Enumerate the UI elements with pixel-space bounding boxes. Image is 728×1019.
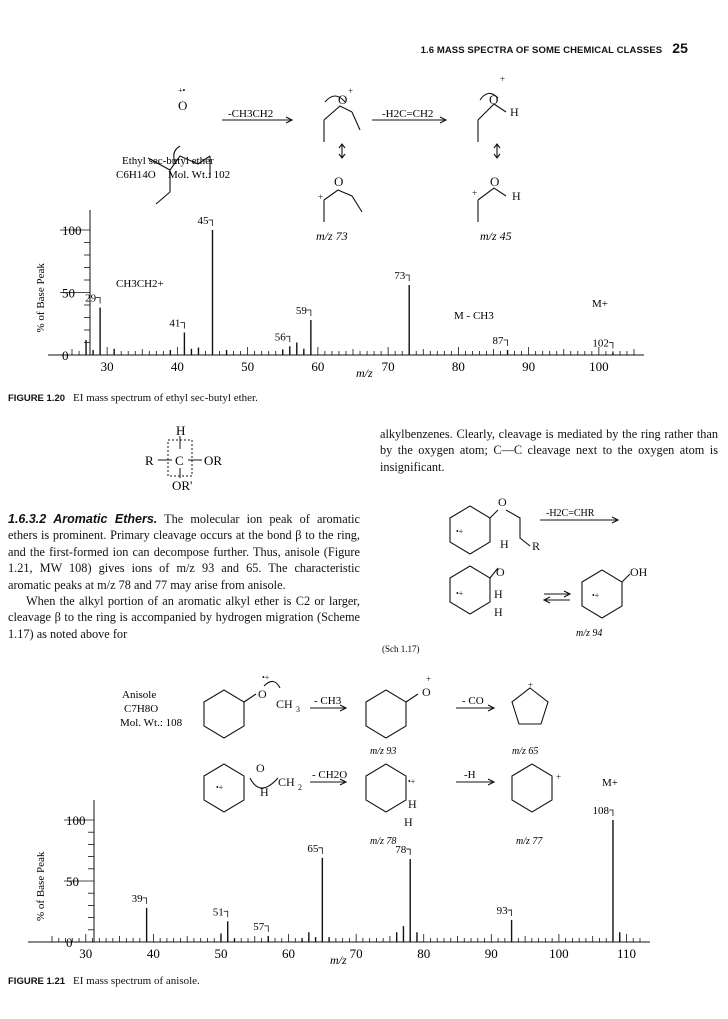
x-tick-label: 40 <box>170 359 184 374</box>
svg-text:+: + <box>348 86 354 96</box>
svg-text:O: O <box>498 495 507 509</box>
x-tick-label: 80 <box>417 946 431 961</box>
peak-label-hook <box>96 298 100 304</box>
peak-label-hook <box>406 849 410 855</box>
peak-label-108: 108 <box>592 805 609 817</box>
peak-label-hook <box>224 911 228 917</box>
left-column-text <box>8 511 360 642</box>
peak-label-hook <box>504 340 508 346</box>
svg-text:CH: CH <box>276 697 293 711</box>
page-number: 25 <box>672 40 688 56</box>
peak-label-hook <box>609 810 613 816</box>
acetal-right: OR <box>204 453 223 468</box>
svg-text:2: 2 <box>298 783 302 792</box>
svg-text:O: O <box>256 761 265 775</box>
svg-text:•+: •+ <box>592 591 600 600</box>
loss-formaldehyde-label: - CH2O <box>312 769 348 781</box>
acetal-structure <box>140 422 240 492</box>
svg-text:+: + <box>556 772 562 782</box>
peak-label-hook <box>307 310 311 316</box>
svg-text:•+: •+ <box>408 777 416 786</box>
svg-text:H: H <box>404 815 413 829</box>
x-tick-label: 70 <box>349 946 363 961</box>
svg-text:O: O <box>422 685 431 699</box>
peak-label-hook <box>180 323 184 329</box>
figure-1-20-text: EI mass spectrum of ethyl sec-butyl ether. <box>73 392 258 404</box>
anisole-mz77: m/z 77 <box>516 836 543 847</box>
peak-label-73: 73 <box>394 270 406 282</box>
svg-text:+: + <box>528 680 534 690</box>
figure-1-21-caption <box>8 975 200 987</box>
loss-h-label: -H <box>464 769 476 781</box>
peak-label-hook <box>609 343 613 349</box>
x-tick-label: 80 <box>451 359 465 374</box>
loss-methyl-label: - CH3 <box>314 695 342 707</box>
y-tick-label: 0 <box>66 935 73 950</box>
figure-1-20-caption <box>8 392 258 404</box>
ether-name: Ethyl sec-butyl ether <box>122 155 214 167</box>
peak-label-41: 41 <box>169 317 181 330</box>
svg-text:+: + <box>426 674 432 684</box>
loss-co-label: - CO <box>462 695 484 707</box>
svg-text:H: H <box>260 785 269 799</box>
y-axis-label: % of Base Peak <box>35 851 47 921</box>
svg-text:H: H <box>510 105 519 119</box>
running-header <box>421 40 688 56</box>
peak-label-56: 56 <box>274 331 286 344</box>
peak-label-78: 78 <box>395 844 407 857</box>
y-tick-label: 50 <box>66 874 79 889</box>
peak-label-39: 39 <box>131 892 143 905</box>
figure-1-20-label: FIGURE 1.20 <box>8 393 66 404</box>
mz45-label: m/z 45 <box>480 229 512 243</box>
y-axis-label: % of Base Peak <box>35 263 47 333</box>
peak-label-65: 65 <box>307 842 319 855</box>
annotation-m-minus-ch3: M - CH3 <box>454 310 494 322</box>
figure-1-21-label: FIGURE 1.21 <box>8 976 66 987</box>
svg-text:O: O <box>258 687 267 701</box>
acetal-bottom: OR' <box>172 478 193 492</box>
loss-ethylene-label: -H2C=CH2 <box>382 108 434 120</box>
svg-text:O: O <box>489 92 499 107</box>
mz73-label: m/z 73 <box>316 229 348 243</box>
anisole-mz65: m/z 65 <box>512 746 539 757</box>
figure-1-21-text: EI mass spectrum of anisole. <box>73 975 200 987</box>
peak-label-87: 87 <box>492 335 504 347</box>
svg-text:H: H <box>512 189 521 203</box>
svg-text:•+: •+ <box>456 527 464 536</box>
svg-text:CH: CH <box>278 775 295 789</box>
svg-text:R: R <box>532 539 541 553</box>
acetal-left: R <box>145 453 154 468</box>
x-axis-label: m/z <box>356 366 373 380</box>
svg-text:+: + <box>472 188 478 198</box>
x-tick-label: 100 <box>589 359 609 374</box>
scheme-1-17 <box>380 488 720 658</box>
x-axis-label: m/z <box>330 953 347 967</box>
svg-text:+: + <box>500 74 506 84</box>
svg-text:+•: +• <box>178 86 186 95</box>
peak-label-hook <box>286 336 290 342</box>
section-heading: 1.6.3.2 Aromatic Ethers. <box>8 512 158 526</box>
annotation-ethyl-cation: CH3CH2+ <box>116 278 164 290</box>
peak-label-hook <box>143 898 147 904</box>
svg-text:O: O <box>178 98 188 113</box>
anisole-formula: C7H8O <box>124 703 159 715</box>
mz94-label: m/z 94 <box>576 628 603 639</box>
section-para2: When the alkyl portion of an aromatic alkyl ether is C2 or larger, cleavage β to the ring is accompanied by hydrogen migration (Scheme 1.17) as noted above for <box>8 594 360 641</box>
x-tick-label: 50 <box>241 359 255 374</box>
x-tick-label: 60 <box>311 359 325 374</box>
svg-text:O: O <box>490 174 500 189</box>
peak-label-hook <box>508 910 512 916</box>
peak-label-hook <box>405 275 409 281</box>
scheme-1-17-label: (Sch 1.17) <box>382 644 420 654</box>
x-tick-label: 100 <box>549 946 569 961</box>
anisole-mol-wt: Mol. Wt.: 108 <box>120 717 183 729</box>
svg-text:3: 3 <box>296 705 300 714</box>
svg-text:•+: •+ <box>216 783 224 792</box>
x-tick-label: 30 <box>100 359 114 374</box>
x-tick-label: 90 <box>522 359 536 374</box>
peak-label-57: 57 <box>253 920 265 933</box>
peak-label-hook <box>318 848 322 854</box>
anisole-mz93: m/z 93 <box>370 746 397 757</box>
svg-text:H: H <box>408 797 417 811</box>
spectrum-anisole <box>0 790 728 975</box>
x-tick-label: 30 <box>79 946 93 961</box>
svg-text:O: O <box>496 565 505 579</box>
svg-text:O: O <box>334 174 344 189</box>
svg-text:H: H <box>500 537 509 551</box>
peak-label-hook <box>264 926 268 932</box>
ether-mol-wt: Mol. Wt.: 102 <box>168 169 231 181</box>
x-tick-label: 90 <box>484 946 498 961</box>
running-title: 1.6 MASS SPECTRA OF SOME CHEMICAL CLASSES <box>420 45 663 56</box>
peak-label-102: 102 <box>592 337 609 350</box>
x-tick-label: 110 <box>616 946 636 961</box>
svg-text:•+: •+ <box>262 673 270 682</box>
svg-text:H: H <box>494 605 503 619</box>
anisole-mz78: m/z 78 <box>370 836 397 847</box>
loss-ethyl-label: -CH3CH2 <box>228 108 274 120</box>
svg-text:O: O <box>338 92 348 107</box>
svg-text:H: H <box>494 587 503 601</box>
peak-label-51: 51 <box>212 906 224 919</box>
ether-formula: C6H14O <box>116 169 156 181</box>
svg-text:+: + <box>318 192 324 202</box>
x-tick-label: 70 <box>381 359 395 374</box>
loss-alkene-label: -H2C=CHR <box>546 508 595 519</box>
y-tick-label: 0 <box>62 348 69 363</box>
acetal-top: H <box>176 423 186 438</box>
svg-text:•+: •+ <box>456 589 464 598</box>
acetal-carbon: C <box>175 453 184 468</box>
right-column-text: alkylbenzenes. Clearly, cleavage is mediated by the ring rather than by the oxygen atom; C—C cleavage next to the oxygen atom is insignificant. <box>380 427 718 474</box>
y-tick-label: 50 <box>62 285 75 301</box>
x-tick-label: 50 <box>214 946 228 961</box>
section-para1: The molecular ion peak of aromatic ethers is prominent. Primary cleavage occurs at the bond β to the ring, and the first-formed ion can decompose further. Thus, anisole (Figure 1.21, MW 108) gives ions of m/z 93 and 65. The characteristic aromatic peaks at m/z 78 and 77 may arise from anisole. <box>8 512 360 592</box>
peak-label-93: 93 <box>496 905 508 918</box>
y-tick-label: 100 <box>66 813 86 828</box>
x-tick-label: 40 <box>146 946 160 961</box>
anisole-mplus: M+ <box>602 777 618 789</box>
spectrum-ethyl-sec-butyl-ether <box>0 200 728 390</box>
svg-text:OH: OH <box>630 565 648 579</box>
y-tick-label: 100 <box>62 223 82 238</box>
peak-label-45: 45 <box>197 215 209 227</box>
annotation-molecular-ion: M+ <box>592 298 608 310</box>
peak-label-29: 29 <box>85 292 97 305</box>
peak-label-hook <box>209 220 213 226</box>
anisole-name: Anisole <box>122 689 157 701</box>
x-tick-label: 60 <box>282 946 296 961</box>
peak-label-59: 59 <box>295 305 307 317</box>
